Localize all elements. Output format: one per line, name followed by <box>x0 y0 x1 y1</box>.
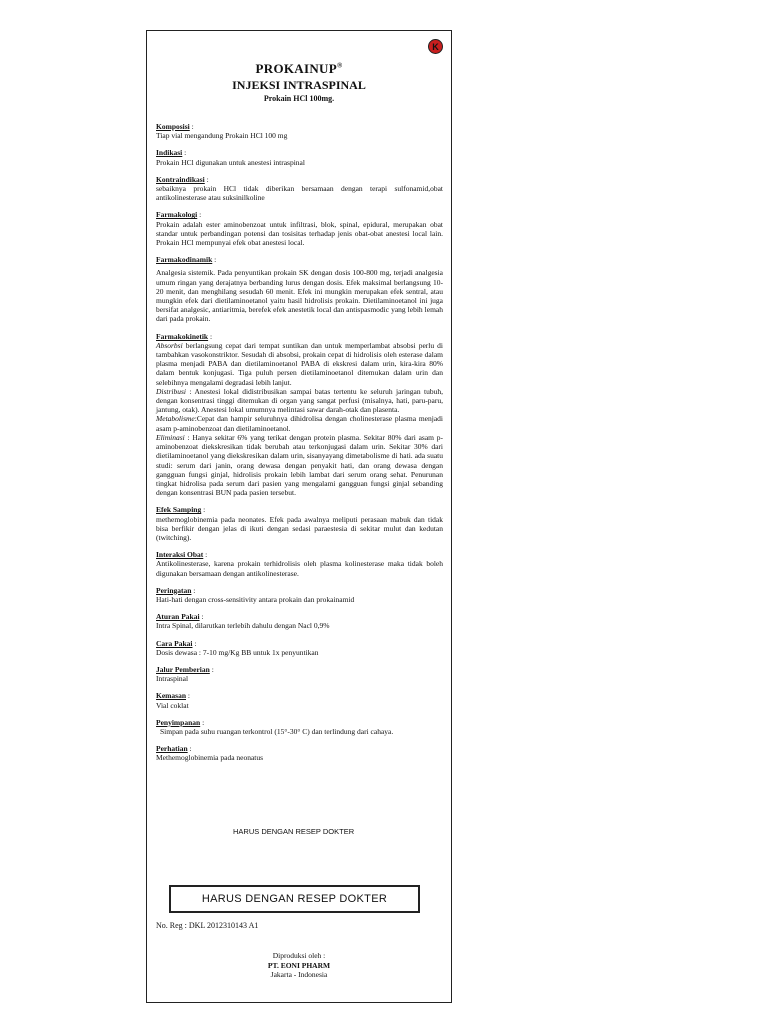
section-body: Dosis dewasa : 7-10 mg/Kg BB untuk 1x penyuntikan <box>156 647 319 657</box>
section-label: Penyimpanan <box>156 717 201 727</box>
manufacturer-footer <box>147 951 451 980</box>
section-label: Farmakodinamik <box>156 255 213 265</box>
section-body: Tiap vial mengandung Prokain HCl 100 mg <box>156 131 288 141</box>
section-label: Jalur Pemberian <box>156 664 210 674</box>
section-body: Antikolinesterase, karena prokain terhidrolisis oleh plasma kolinesterase maka tidak boleh digunakan bersamaan dengan antikolinesterase. <box>156 559 443 578</box>
package-leaflet <box>146 30 452 1003</box>
section-farmakokinetik: Farmakokinetik : Absorbsi berlangsung cepat dari tempat suntikan dan untuk memperlambat absobsi perlu di tambahkan vasokonstriktor. Sesudah di absobsi, prokain cepat di hidrolisis oleh esterase dalam plasma menjadi PABA dan dietilaminoetanol PABA di ekskresi dalam urin, kira-kira 80% dalam bentuk konjugasi. Tiga puluh persen dietilaminoetanol ditemukan dalam urin dan selebihnya mengalami degradasi lebih lanjut. Distribusi : Anestesi lokal didistribusikan sampai batas tertentu ke seluruh jaringan tubuh, dengan konsentrasi tinggi ditemukan di organ yang sangat perfusi (misalnya, hati, paru-paru, jantung, otak). Anestesi lokal umumnya melintasi sawar darah-otak dan plasenta. Metabolisme:Cepat dan hampir seluruhnya dihidrolisa dengan cholinesterase plasma menjadi asam p-aminobenzoat dan dietilaminoetanol. Eliminasi : Hanya sekitar 6% yang terikat dengan protein plasma. Sekitar 80% dari asam p-aminobenzoat diekskresikan tidak berubah atau terkonjugasi dalam urin. Sekitar 30% dari dietilaminoetanol yang diekskresikan dalam urin, sisanyayang dimetabolisme di hati. ada suatu studi: serum dari janin, orang dewasa dengan penyakit hati, dan orang dewasa dengan gangguan fungsi ginjal, hidrolisis prokain lebih lambat dari serum orang sehat. Penurunan tingkat hidrolisa pada serum dari pasien yang mengalami gangguan fungsi ginjal sebanding dengan konsentrasi BUN pada pasien tersebut. <box>156 331 444 498</box>
section-label: Kontraindikasi <box>156 174 205 184</box>
company-city: Jakarta - Indonesia <box>270 970 328 979</box>
section-label: Interaksi Obat <box>156 550 204 560</box>
brand-text: PROKAINUP <box>255 61 337 76</box>
section-label: Cara Pakai <box>156 638 193 648</box>
section-indikasi: Indikasi : Prokain HCl digunakan untuk anestesi intraspinal <box>156 148 443 166</box>
metabolisme-text <box>156 414 443 432</box>
absorbsi-label: Absorbsi <box>156 340 183 350</box>
section-body: sebaiknya prokain HCl tidak diberikan bersamaan dengan terapi sulfonamid,obat antikolinesterase atau suksinilkoline <box>156 184 443 203</box>
section-body: Analgesia sistemik. Pada penyuntikan prokain SK dengan dosis 100-800 mg, terjadi analgesia umum ringan yang derajatnya berbanding lurus dengan dosis. Efek maksimal berlangsung 10-20 menit, dan menghilang sesudah 60 menit. Efek ini mungkin merupakan efek sentral, atau mungkin efek dari dietilaminoetanol yaitu hasil hidrolisis prokain. Dietilaminoetanol ini juga bersifat analgesic, antiaritmia, berefek efek anestetik local dan antispasmodic yang lebih lemah dari pada prokain. <box>156 268 443 324</box>
k-badge-letter: K <box>432 41 439 52</box>
brand-name <box>147 61 451 77</box>
section-body: Vial coklat <box>156 700 189 710</box>
section-label: Efek Samping <box>156 505 202 515</box>
section-farmakodinamik: Farmakodinamik : Analgesia sistemik. Pada penyuntikan prokain SK dengan dosis 100-800 mg, terjadi analgesia umum ringan yang derajatnya berbanding lurus dengan dosis. Efek maksimal berlangsung 10-20 menit, dan menghilang sesudah 60 menit. Efek ini mungkin merupakan efek sentral, atau mungkin efek dari dietilaminoetanol yaitu hasil hidrolisis prokain. Dietilaminoetanol ini juga bersifat analgesic, antiaritmia, berefek efek anestetik local dan antispasmodic yang lebih lemah dari pada prokain. <box>156 255 443 324</box>
metabolisme-label: Metabolisme <box>156 414 195 424</box>
eliminasi-body: : Hanya sekitar 6% yang terikat dengan protein plasma. Sekitar 80% dari asam p-aminobenzoat diekskresikan tidak berubah atau terkonjugasi dalam urin. Sekitar 30% dari dietilaminoetanol yang diekskresikan dalam urin, sisanyayang dimetabolisme di hati. ada suatu studi: serum dari janin, orang dewasa dengan penyakit hati, dan orang dewasa dengan gangguan fungsi ginjal, hidrolisis prokain lebih lambat dari serum orang sehat. Penurunan tingkat hidrolisa pada serum dari pasien yang mengalami gangguan fungsi ginjal sebanding dengan konsentrasi BUN pada pasien tersebut. <box>156 432 444 498</box>
section-penyimpanan: Penyimpanan : Simpan pada suhu ruangan terkontrol (15°-30° C) dan terlindung dari cahaya. <box>156 718 443 736</box>
composition-line: Prokain HCl 100mg. <box>263 94 335 103</box>
section-peringatan: Peringatan : Hati-hati dengan cross-sensitivity antara prokain dan prokainamid <box>156 586 443 604</box>
section-kontraindikasi: Kontraindikasi : sebaiknya prokain HCl tidak diberikan bersamaan dengan terapi sulfonamid,obat antikolinesterase atau suksinilkoline <box>156 174 443 203</box>
section-body: Intraspinal <box>156 674 189 684</box>
prescription-required-text: HARUS DENGAN RESEP DOKTER <box>201 893 388 905</box>
section-label: Perhatian <box>156 744 188 754</box>
registration-number: No. Reg : DKL 2012310143 A1 <box>156 921 259 930</box>
section-label: Kemasan <box>156 691 186 701</box>
metabolisme-body: :Cepat dan hampir seluruhnya dihidrolisa dengan cholinesterase plasma menjadi asam p-aminobenzoat dan dietilaminoetanol. <box>156 414 443 433</box>
section-label: Farmakologi <box>156 210 198 220</box>
section-efek-samping: Efek Samping : methemoglobinemia pada neonates. Efek pada awalnya meliputi perasaan mabuk dan tidak bisa berfikir dengan jelas di ikuti dengan sedasi paraestesia di sekitar mulut dan kedutan (twitching). <box>156 505 443 542</box>
company-name: PT. EONI PHARM <box>267 960 331 970</box>
produced-by: Diproduksi oleh : <box>272 951 326 960</box>
leaflet-header <box>147 61 451 103</box>
section-body: Hati-hati dengan cross-sensitivity antara prokain dan prokainamid <box>156 594 355 604</box>
section-label: Peringatan <box>156 585 192 595</box>
absorbsi-body: berlangsung cepat dari tempat suntikan dan untuk memperlambat absobsi perlu di tambahkan vasokonstriktor. Sesudah di absobsi, prokain cepat di hidrolisis oleh esterase dalam plasma menjadi PABA dan dietilaminoetanol PABA di ekskresi dalam urin, kira-kira 80% dalam bentuk konjugasi. Tiga puluh persen dietilaminoetanol ditemukan dalam urin dan selebihnya mengalami degradasi lebih lanjut. <box>156 340 444 387</box>
section-farmakologi: Farmakologi : Prokain adalah ester aminobenzoat untuk infiltrasi, blok, spinal, epidural, merupakan obat standar untuk perbandingan potensi dan tosisitas terhadap jenis obat-obat anestesi local lain. Prokain HCl mempunyai efek obat anestesi local. <box>156 210 443 248</box>
section-perhatian: Perhatian : Methemoglobinemia pada neonatus <box>156 744 443 762</box>
absorbsi-text <box>156 341 443 387</box>
distribusi-text <box>156 387 443 415</box>
prescription-required-box <box>169 885 420 913</box>
prescription-overlay-text: HARUS DENGAN RESEP DOKTER <box>233 827 355 836</box>
section-aturan-pakai: Aturan Pakai : Intra Spinal, dilarutkan terlebih dahulu dengan Nacl 0,9% <box>156 612 443 630</box>
section-body: Methemoglobinemia pada neonatus <box>156 753 264 763</box>
distribusi-label: Distribusi <box>156 386 187 396</box>
distribusi-body: : Anestesi lokal didistribusikan sampai batas tertentu ke seluruh jaringan tubuh, dengan konsentrasi tinggi ditemukan di organ yang sangat perfusi (misalnya, hati, paru-paru, jantung, otak). Anestesi lokal umumnya melintasi sawar darah-otak dan plasenta. <box>156 386 444 415</box>
section-body: Intra Spinal, dilarutkan terlebih dahulu dengan Nacl 0,9% <box>156 621 330 631</box>
registered-mark: ® <box>336 61 343 70</box>
hard-drug-k-badge <box>428 39 443 54</box>
section-label: Komposisi <box>156 122 190 131</box>
section-label: Farmakokinetik <box>156 331 209 341</box>
section-komposisi: Komposisi : Tiap vial mengandung Prokain HCl 100 mg <box>156 122 443 140</box>
section-body: Simpan pada suhu ruangan terkontrol (15°-30° C) dan terlindung dari cahaya. <box>160 726 394 736</box>
leaflet-content <box>156 122 443 771</box>
eliminasi-label: Eliminasi <box>156 432 185 442</box>
section-body: Prokain adalah ester aminobenzoat untuk infiltrasi, blok, spinal, epidural, merupakan obat standar untuk perbandingan potensi dan tosisitas terhadap jenis obat-obat anestesi local lain. Prokain HCl mempunyai efek obat anestesi local. <box>156 219 443 248</box>
section-cara-pakai: Cara Pakai : Dosis dewasa : 7-10 mg/Kg BB untuk 1x penyuntikan <box>156 639 443 657</box>
section-label: Aturan Pakai <box>156 612 200 622</box>
section-label: Indikasi <box>156 148 183 158</box>
section-jalur-pemberian: Jalur Pemberian : Intraspinal <box>156 665 443 683</box>
section-kemasan: Kemasan : Vial coklat <box>156 691 443 709</box>
section-body: methemoglobinemia pada neonates. Efek pada awalnya meliputi perasaan mabuk dan tidak bisa berfikir dengan jelas di ikuti dengan sedasi paraestesia di sekitar mulut dan kedutan (twitching). <box>156 514 443 542</box>
section-interaksi-obat: Interaksi Obat : Antikolinesterase, karena prokain terhidrolisis oleh plasma kolinesterase maka tidak boleh digunakan bersamaan dengan antikolinesterase. <box>156 550 443 578</box>
eliminasi-text <box>156 433 443 497</box>
section-body: Prokain HCl digunakan untuk anestesi intraspinal <box>156 157 305 167</box>
product-subtitle: INJEKSI INTRASPINAL <box>232 78 366 92</box>
